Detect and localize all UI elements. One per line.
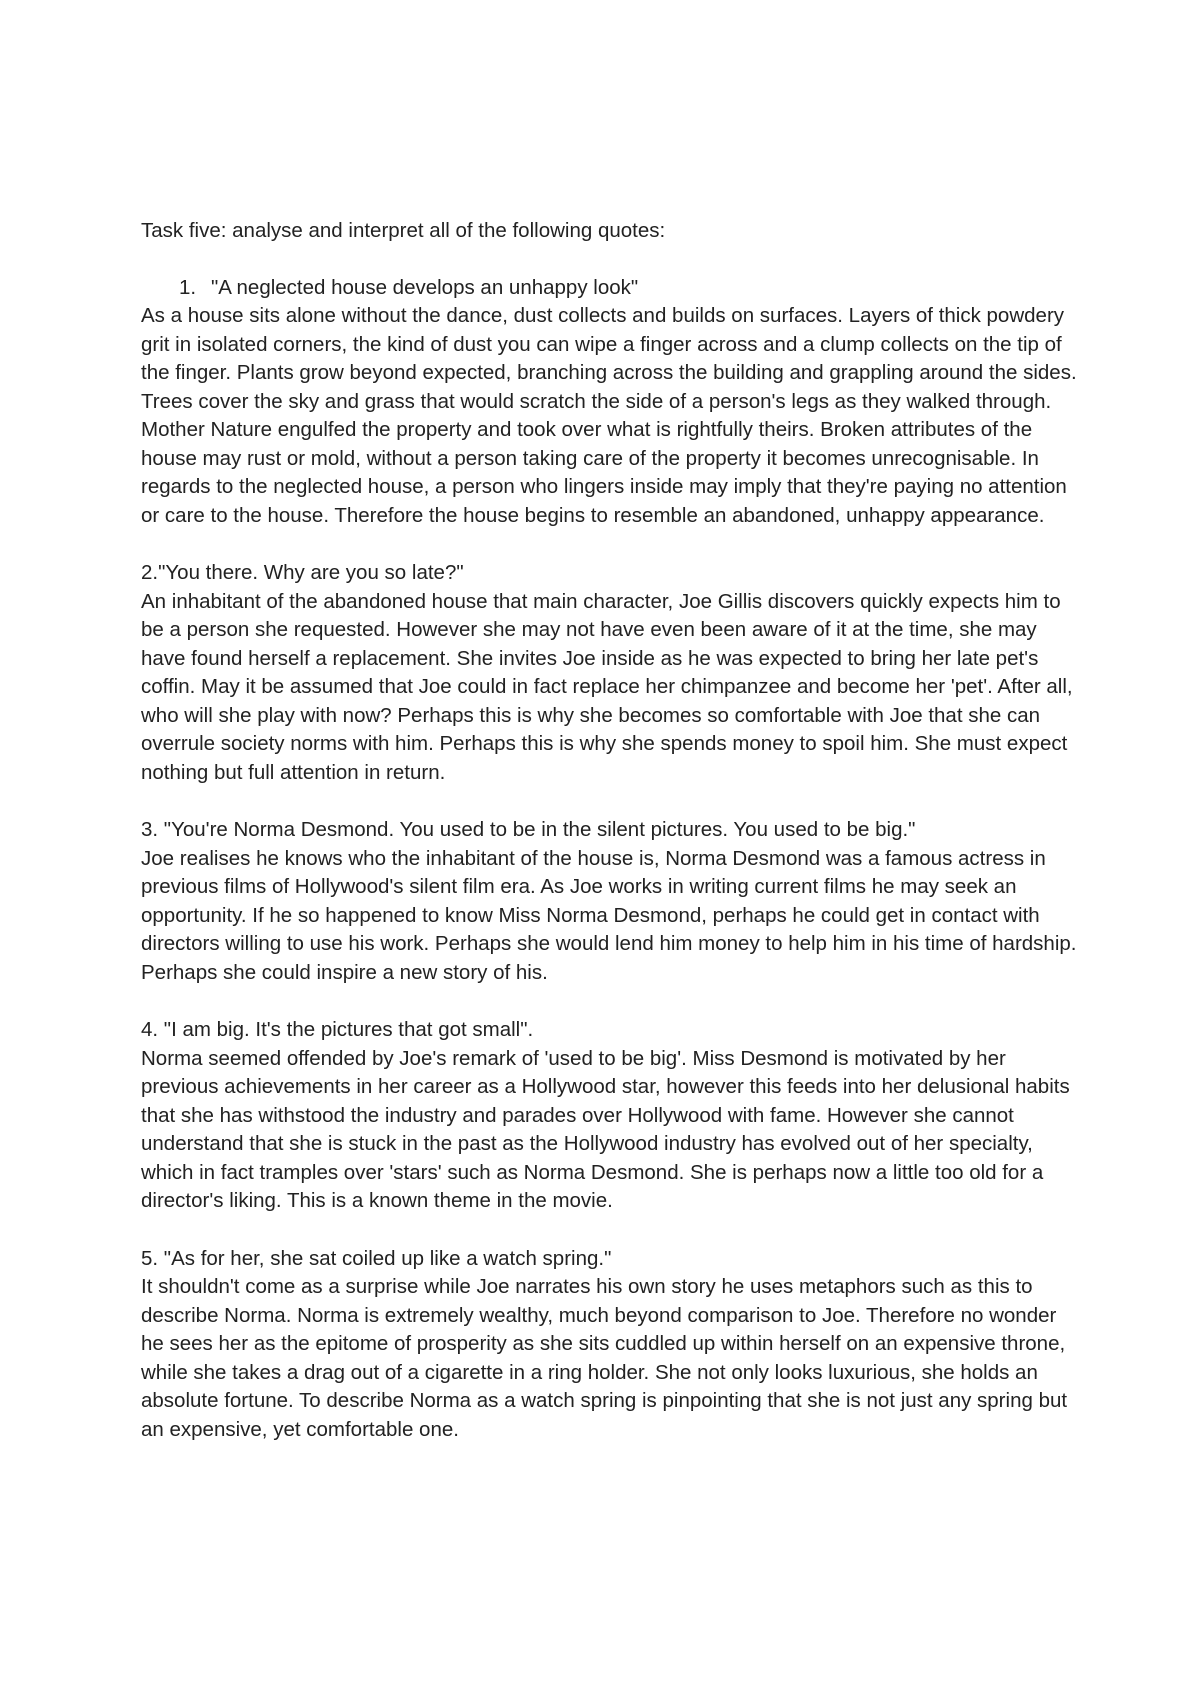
- quote-block-4: [141, 1016, 1081, 1216]
- quote-block-5: [141, 1245, 1081, 1445]
- quote-text: 4. "I am big. It's the pictures that got small".: [141, 1018, 534, 1041]
- quote-block-2: [141, 559, 1081, 787]
- numbered-quote-1: [141, 274, 1081, 303]
- analysis-paragraph: An inhabitant of the abandoned house that main character, Joe Gillis discovers quickly expects him to be a person she requested. However she may not have even been aware of it at the time, she may have found herself a replacement. She invites Joe inside as he was expected to bring her late pet's coffin. May it be assumed that Joe could in fact replace her chimpanzee and become her 'pet'. After all, who will she play with now? Perhaps this is why she becomes so comfortable with Joe that she can overrule society norms with him. Perhaps this is why she spends money to spoil him. She must expect nothing but full attention in return.: [141, 589, 1073, 784]
- list-number: 1.: [179, 275, 197, 299]
- document-content: [141, 217, 1081, 1473]
- quote-text: "A neglected house develops an unhappy look": [211, 275, 639, 299]
- analysis-paragraph: As a house sits alone without the dance, dust collects and builds on surfaces. Layers of thick powdery grit in isolated corners, the kind of dust you can wipe a finger across and a clump collects on the tip of the finger. Plants grow beyond expected, branching across the building and grappling around the sides. Trees cover the sky and grass that would scratch the side of a person's legs as they walked through. Mother Nature engulfed the property and took over what is rightfully theirs. Broken attributes of the house may rust or mold, without a person taking care of the property it becomes unrecognisable. In regards to the neglected house, a person who lingers inside may imply that they're paying no attention or care to the house. Therefore the house begins to resemble an abandoned, unhappy appearance.: [141, 304, 1077, 527]
- analysis-paragraph: Norma seemed offended by Joe's remark of 'used to be big'. Miss Desmond is motivated by her previous achievements in her career as a Hollywood star, however this feeds into her delusional habits that she has withstood the industry and parades over Hollywood with fame. However she cannot understand that she is stuck in the past as the Hollywood industry has evolved out of her specialty, which in fact tramples over 'stars' such as Norma Desmond. She is perhaps now a little too old for a director's liking. This is a known theme in the movie.: [141, 1046, 1070, 1212]
- quote-block-1: [141, 274, 1081, 531]
- quote-text: 3. "You're Norma Desmond. You used to be in the silent pictures. You used to be big.": [141, 818, 916, 841]
- task-title: Task five: analyse and interpret all of the following quotes:: [141, 219, 666, 242]
- quote-text: 2."You there. Why are you so late?": [141, 561, 464, 584]
- quote-text: 5. "As for her, she sat coiled up like a watch spring.": [141, 1246, 612, 1270]
- quote-block-3: [141, 816, 1081, 987]
- analysis-paragraph: It shouldn't come as a surprise while Joe narrates his own story he uses metaphors such as this to describe Norma. Norma is extremely wealthy, much beyond comparison to Joe. Therefore no wonder he sees her as the epitome of prosperity as she sits cuddled up within herself on an expensive throne, while she takes a drag out of a cigarette in a ring holder. She not only looks luxurious, she holds an absolute fortune. To describe Norma as a watch spring is pinpointing that she is not just any spring but an expensive, yet comfortable one.: [141, 1275, 1068, 1441]
- analysis-paragraph: Joe realises he knows who the inhabitant of the house is, Norma Desmond was a famous actress in previous films of Hollywood's silent film era. As Joe works in writing current films he may seek an opportunity. If he so happened to know Miss Norma Desmond, perhaps he could get in contact with directors willing to use his work. Perhaps she would lend him money to help him in his time of hardship. Perhaps she could inspire a new story of his.: [141, 846, 1077, 984]
